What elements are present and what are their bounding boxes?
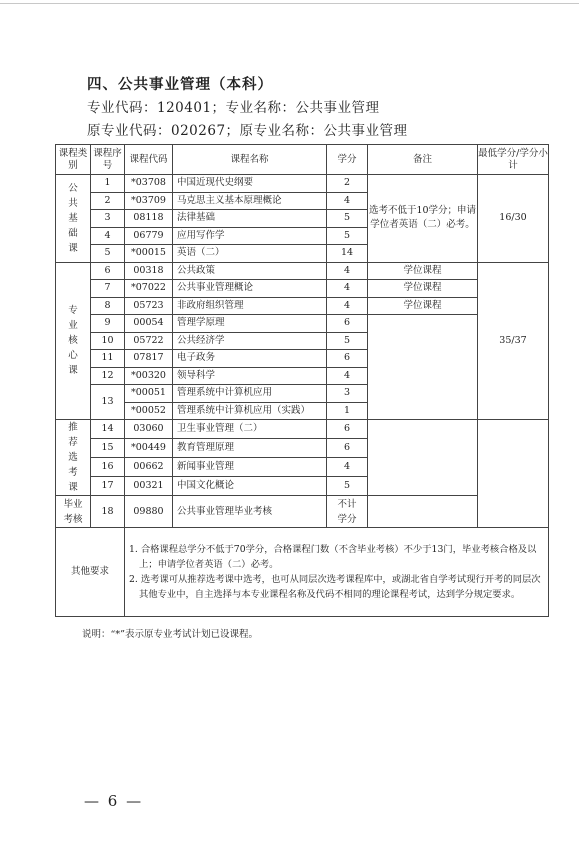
public-min-credit: 16/30 <box>478 175 549 263</box>
header-credit: 学分 <box>327 145 368 175</box>
row-name: 英语（二） <box>173 245 327 263</box>
row-seq: 7 <box>91 280 125 298</box>
row-name: 管理系统中计算机应用 <box>173 385 327 403</box>
table-row <box>56 280 549 298</box>
row-name: 法律基础 <box>173 210 327 228</box>
top-rule <box>0 3 579 4</box>
row-seq: 5 <box>91 245 125 263</box>
row-name: 应用写作学 <box>173 227 327 245</box>
row-code: 09880 <box>125 496 173 528</box>
row-name: 新闻事业管理 <box>173 458 327 477</box>
row-name: 公共政策 <box>173 262 327 280</box>
row-seq: 8 <box>91 297 125 315</box>
row-seq: 11 <box>91 350 125 368</box>
header-seq: 课程序号 <box>91 145 125 175</box>
row-code: 00054 <box>125 315 173 333</box>
row-code: 05723 <box>125 297 173 315</box>
table-remark: 说明：“*”表示原专业考试计划已设课程。 <box>82 629 258 640</box>
row-credit: 5 <box>327 332 368 350</box>
requirement-item: 2. 选考课可从推荐选考课中选考，也可从同层次选考课程库中，或湖北省自学考试现行开考的同层次其他专业中，自主选择与本专业课程名称及代码不相同的理论课程考试，达到学分规定要求。 <box>129 574 541 600</box>
header-category: 课程类别 <box>56 145 91 175</box>
row-name: 电子政务 <box>173 350 327 368</box>
row-credit: 5 <box>327 477 368 496</box>
row-code: *00449 <box>125 439 173 458</box>
row-credit: 1 <box>327 402 368 420</box>
row-name: 马克思主义基本原理概论 <box>173 192 327 210</box>
row-seq: 2 <box>91 192 125 210</box>
requirements <box>125 528 549 617</box>
row-credit: 4 <box>327 280 368 298</box>
table-row <box>56 175 549 193</box>
row-name: 公共经济学 <box>173 332 327 350</box>
table-row <box>56 420 549 439</box>
row-name: 管理学原理 <box>173 315 327 333</box>
header-code: 课程代码 <box>125 145 173 175</box>
row-name: 非政府组织管理 <box>173 297 327 315</box>
row-credit: 6 <box>327 350 368 368</box>
row-code: *03709 <box>125 192 173 210</box>
row-name: 公共事业管理毕业考核 <box>173 496 327 528</box>
row-code: *07022 <box>125 280 173 298</box>
row-seq: 14 <box>91 420 125 439</box>
row-seq: 10 <box>91 332 125 350</box>
row-seq: 16 <box>91 458 125 477</box>
row-code: *00320 <box>125 367 173 385</box>
row-code: 05722 <box>125 332 173 350</box>
row-seq: 17 <box>91 477 125 496</box>
row-seq: 6 <box>91 262 125 280</box>
row-credit: 4 <box>327 192 368 210</box>
category-elective: 推荐选考课 <box>56 420 91 496</box>
row-code: 00321 <box>125 477 173 496</box>
header-note: 备注 <box>368 145 478 175</box>
requirement-item: 1. 合格课程总学分不低于70学分，合格课程门数（不含毕业考核）不少于13门，毕业考核合格及以上；申请学位者英语（二）必考。 <box>129 544 537 570</box>
category-other: 其他要求 <box>56 528 125 617</box>
table-row <box>56 315 549 333</box>
elective-note-empty <box>368 420 478 496</box>
row-code: 06779 <box>125 227 173 245</box>
table-header-row <box>56 145 549 175</box>
course-table <box>55 144 549 617</box>
row-note: 学位课程 <box>368 297 478 315</box>
row-credit: 4 <box>327 458 368 477</box>
core-note-empty <box>368 315 478 420</box>
graduation-note-empty <box>368 496 478 528</box>
major-code-line: 专业代码：120401；专业名称：公共事业管理 <box>87 100 380 116</box>
row-name: 教育管理原理 <box>173 439 327 458</box>
original-major-code-line: 原专业代码：020267；原专业名称：公共事业管理 <box>87 123 408 139</box>
row-code: 07817 <box>125 350 173 368</box>
row-code: *00051 <box>125 385 173 403</box>
row-name: 管理系统中计算机应用（实践） <box>173 402 327 420</box>
row-credit: 2 <box>327 175 368 193</box>
row-credit: 6 <box>327 420 368 439</box>
row-seq: 18 <box>91 496 125 528</box>
row-code: 00318 <box>125 262 173 280</box>
row-credit: 5 <box>327 227 368 245</box>
row-seq: 3 <box>91 210 125 228</box>
row-seq: 9 <box>91 315 125 333</box>
row-credit: 5 <box>327 210 368 228</box>
row-credit: 6 <box>327 439 368 458</box>
row-note: 学位课程 <box>368 280 478 298</box>
table-row <box>56 262 549 280</box>
category-graduation: 毕业考核 <box>56 496 91 528</box>
row-code: 03060 <box>125 420 173 439</box>
elective-min-empty <box>478 420 549 528</box>
row-credit: 14 <box>327 245 368 263</box>
row-name: 中国近现代史纲要 <box>173 175 327 193</box>
row-seq: 15 <box>91 439 125 458</box>
row-name: 卫生事业管理（二） <box>173 420 327 439</box>
row-code: *03708 <box>125 175 173 193</box>
header-min-credit: 最低学分/学分小计 <box>478 145 549 175</box>
row-credit: 6 <box>327 315 368 333</box>
row-credit: 4 <box>327 367 368 385</box>
row-name: 公共事业管理概论 <box>173 280 327 298</box>
row-name: 领导科学 <box>173 367 327 385</box>
category-public: 公共基础课 <box>56 175 91 263</box>
row-code: 00662 <box>125 458 173 477</box>
row-credit: 不计学分 <box>327 496 368 528</box>
row-seq: 1 <box>91 175 125 193</box>
section-title: 四、公共事业管理（本科） <box>87 77 273 93</box>
table-row-other <box>56 528 549 617</box>
row-name: 中国文化概论 <box>173 477 327 496</box>
row-credit: 3 <box>327 385 368 403</box>
header-name: 课程名称 <box>173 145 327 175</box>
category-core: 专业核心课 <box>56 262 91 420</box>
row-seq: 4 <box>91 227 125 245</box>
core-min-credit: 35/37 <box>478 262 549 420</box>
row-code: 08118 <box>125 210 173 228</box>
row-seq: 12 <box>91 367 125 385</box>
row-credit: 4 <box>327 262 368 280</box>
public-note: 选考不低于10学分；申请学位者英语（二）必考。 <box>368 175 478 263</box>
row-credit: 4 <box>327 297 368 315</box>
table-row-graduation <box>56 496 549 528</box>
page-number: — 6 — <box>84 792 144 810</box>
table-row <box>56 297 549 315</box>
row-code: *00015 <box>125 245 173 263</box>
row-seq: 13 <box>91 385 125 420</box>
row-code: *00052 <box>125 402 173 420</box>
row-note: 学位课程 <box>368 262 478 280</box>
